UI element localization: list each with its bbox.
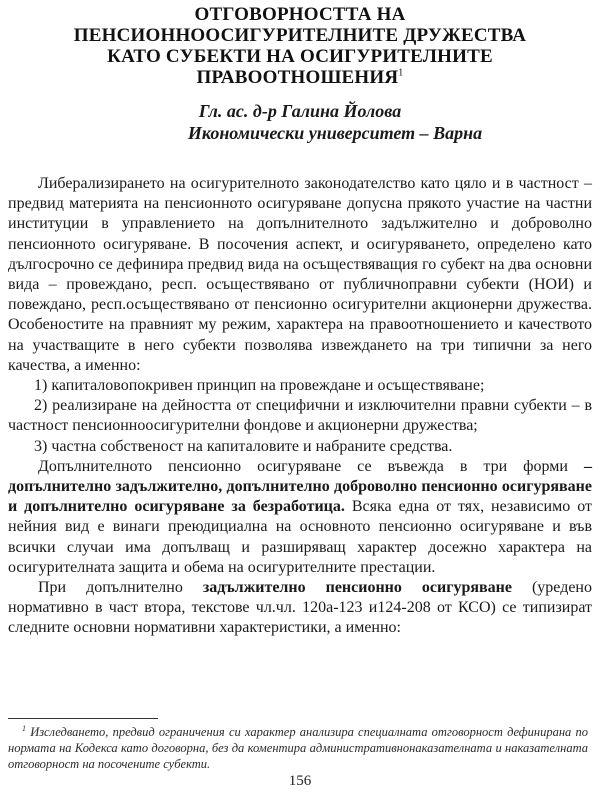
title-line-4 xyxy=(8,67,592,88)
list-item-3: 3) частна собственост на капиталовите и набраните средства. xyxy=(34,437,453,455)
paragraph-mandatory-end: (уредено нормативно в част втора, текстове чл.чл. 120а-123 и124-208 от КСО) се типизират следните основни нормативни характеристики, а именно: xyxy=(8,579,592,637)
title-line-2: ПЕНСИОННООСИГУРИТЕЛНИТЕ ДРУЖЕСТВА xyxy=(73,25,527,46)
list-item-1: 1) капиталовопокривен принцип на провеждане и осъществяване; xyxy=(34,377,485,395)
title-line-4-text: ПРАВООТНОШЕНИЯ xyxy=(196,67,399,88)
title-footnote-mark: 1 xyxy=(398,67,404,79)
article-title xyxy=(8,4,592,88)
paragraph-forms-start: Допълнителното пенсионно осигуряване се въвежда в три форми xyxy=(38,457,584,475)
footnote-divider xyxy=(8,718,158,719)
author-name: Гл. ас. д-р Галина Йолова xyxy=(198,101,402,121)
paragraph-mandatory-bold: задължително пенсионно осигуряване xyxy=(202,579,512,597)
paragraph-forms xyxy=(8,457,592,578)
title-line-3: КАТО СУБЕКТИ НА ОСИГУРИТЕЛНИТЕ xyxy=(107,46,493,67)
paragraph-mandatory-start: При допълнително xyxy=(38,579,203,597)
author-block xyxy=(8,100,592,144)
list-item-2: 2) реализиране на дейността от специфични и изключителни правни субекти – в частност пенсионноосигурителни фондове и акционерни дружества; xyxy=(8,397,592,435)
author-affiliation: Икономически университет – Варна xyxy=(187,123,483,143)
footnote-text: Изследването, предвид ограничения си характер анализира специалната отговорност дефинирана по нормата на Кодекса като договорна, без да коментира административнонаказателната и наказателната отговорност на посочените субекти. xyxy=(8,725,589,771)
footnote xyxy=(8,724,588,772)
article-body xyxy=(8,174,592,639)
paragraph-forms-bold: – допълнително задължително, допълнително доброволно пенсионно осигуряване и допълнително осигуряване за безработица. xyxy=(8,457,592,516)
paragraph-intro: Либерализирането на осигурителното законодателство като цяло и в частност – предвид материята на пенсионното осигуряване допусна прякото участие на частни институции в управлението на допълнителното задължително и доброволно пенсионното осигуряване. В посочения аспект, и осигуряването, определено като дългосрочно се дефинира предвид вида на осъществяващия го субект на два основни вида – провеждано, респ. осъществявано от публичноправни субекти (НОИ) и повеждано, респ.осъществявано от пенсионно осигурителни акционерни дружества. Особеностите на правният му режим, характера на правоотношението и качеството на участващите в него субекти позволява извеждането на три типични за него качества, а именно: xyxy=(8,175,592,374)
title-line-1: ОТГОВОРНОСТТА НА xyxy=(194,4,406,25)
footnote-mark: 1 xyxy=(22,723,26,733)
paragraph-forms-end: Всяка една от тях, независимо от нейния вид е винаги преюдициална на основното пенсионно осигуряване и във всички случаи има допълващ и разширяващ характер досежно характера на осигурителната защита и обема на осигурителните престации. xyxy=(8,498,592,576)
page-number: 156 xyxy=(288,773,312,789)
paragraph-mandatory xyxy=(8,578,592,639)
